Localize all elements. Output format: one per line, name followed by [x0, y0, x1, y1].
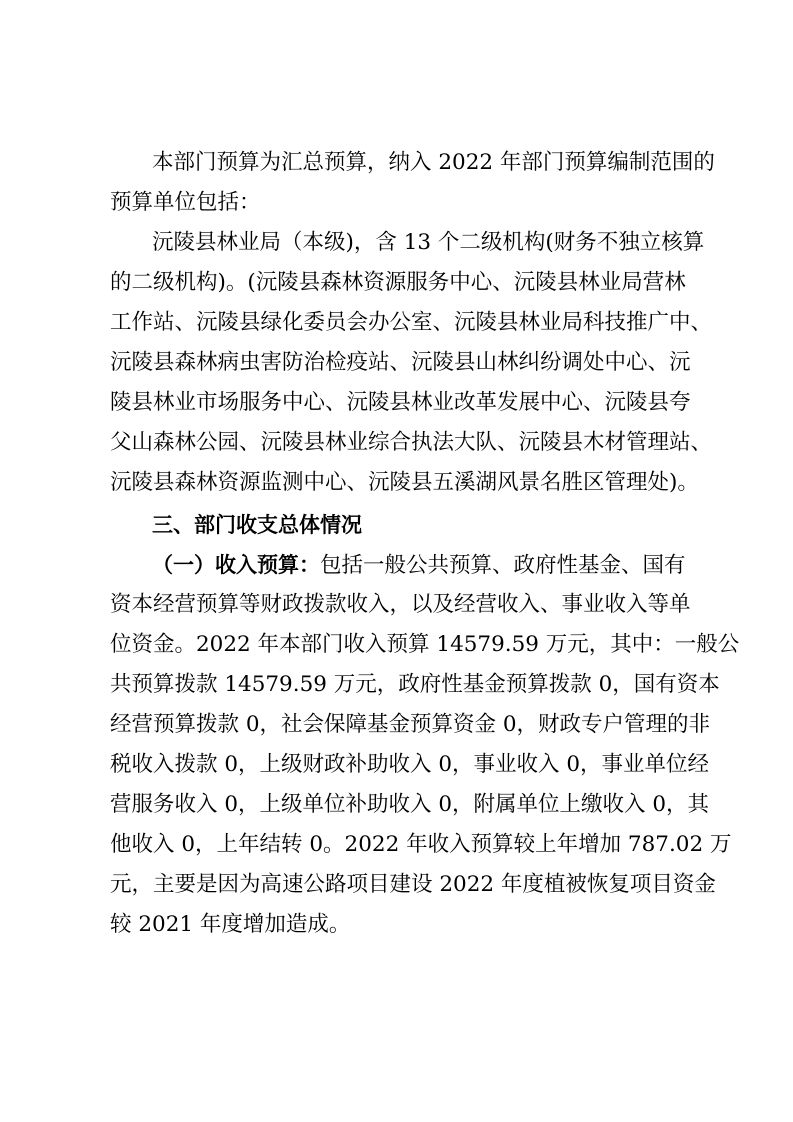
- paragraph-line: 经营预算拨款 0，社会保障基金预算资金 0，财政专户管理的非: [110, 712, 711, 737]
- paragraph-line: 陵县林业市场服务中心、沅陵县林业改革发展中心、沅陵县夸: [110, 390, 691, 415]
- paragraph-line: 预算单位包括：: [110, 190, 261, 215]
- paragraph-line: 的二级机构)。(沅陵县森林资源服务中心、沅陵县林业局营林: [110, 270, 686, 295]
- paragraph-line: 位资金。2022 年本部门收入预算 14579.59 万元，其中：一般公: [110, 632, 740, 657]
- paragraph-line: 沅陵县森林病虫害防治检疫站、沅陵县山林纠纷调处中心、沅: [110, 350, 691, 375]
- paragraph-line: 营服务收入 0，上级单位补助收入 0，附属单位上缴收入 0，其: [110, 792, 710, 817]
- paragraph-line: 沅陵县森林资源监测中心、沅陵县五溪湖风景名胜区管理处)。: [110, 470, 699, 495]
- paragraph-line: 元，主要是因为高速公路项目建设 2022 年度植被恢复项目资金: [110, 872, 716, 897]
- section-heading: 三、部门收支总体情况: [152, 513, 362, 537]
- paragraph-line: 本部门预算为汇总预算，纳入 2022 年部门预算编制范围的: [152, 150, 715, 175]
- income-label: （一）收入预算：: [152, 553, 320, 577]
- paragraph-line: 他收入 0，上年结转 0。2022 年收入预算较上年增加 787.02 万: [110, 832, 732, 857]
- paragraph-line: 共预算拨款 14579.59 万元，政府性基金预算拨款 0，国有资本: [110, 672, 720, 697]
- paragraph-line: 沅陵县林业局（本级)，含 13 个二级机构(财务不独立核算: [152, 230, 705, 255]
- income-first-line: [152, 545, 752, 585]
- income-first-line-text: 包括一般公共预算、政府性基金、国有: [320, 553, 686, 578]
- paragraph-line: 工作站、沅陵县绿化委员会办公室、沅陵县林业局科技推广中、: [110, 310, 713, 335]
- paragraph-line: 父山森林公园、沅陵县林业综合执法大队、沅陵县木材管理站、: [110, 430, 713, 455]
- paragraph-line: 较 2021 年度增加造成。: [110, 912, 351, 937]
- paragraph-line: 税收入拨款 0，上级财政补助收入 0，事业收入 0，事业单位经: [110, 752, 710, 777]
- paragraph-line: 资本经营预算等财政拨款收入，以及经营收入、事业收入等单: [110, 592, 691, 617]
